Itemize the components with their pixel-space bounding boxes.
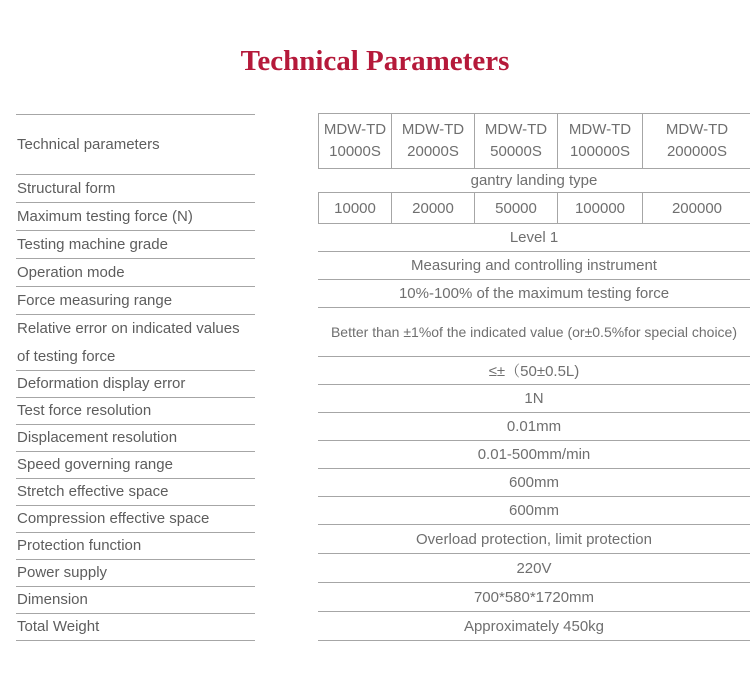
left-header-row <box>16 114 255 175</box>
value-deformation-display-error: ≤±（50±0.5L) <box>318 357 750 385</box>
page-title: Technical Parameters <box>240 45 510 77</box>
value-test-force-resolution: 1N <box>318 385 750 413</box>
label-total-weight: Total Weight <box>16 614 255 641</box>
label-structural-form: Structural form <box>16 175 255 203</box>
model-header-cell: MDW-TD 20000S <box>392 114 475 168</box>
value-max-testing-force-row <box>318 193 750 224</box>
values-table <box>318 113 750 641</box>
value-machine-grade: Level 1 <box>318 224 750 252</box>
label-stretch-effective-space: Stretch effective space <box>16 479 255 506</box>
value-structural-form: gantry landing type <box>318 169 750 193</box>
value-force-measuring-range: 10%-100% of the maximum testing force <box>318 280 750 308</box>
max-force-cell: 100000 <box>558 193 643 223</box>
max-force-cell: 10000 <box>319 193 392 223</box>
label-test-force-resolution: Test force resolution <box>16 398 255 425</box>
model-header-cell: MDW-TD 50000S <box>475 114 558 168</box>
value-protection-function: Overload protection, limit protection <box>318 525 750 554</box>
label-power-supply: Power supply <box>16 560 255 587</box>
label-compression-effective-space: Compression effective space <box>16 506 255 533</box>
label-force-measuring-range: Force measuring range <box>16 287 255 315</box>
value-relative-error: Better than ±1%of the indicated value (or±0.5%for special choice) <box>318 308 750 357</box>
value-dimension: 700*580*1720mm <box>318 583 750 612</box>
label-dimension: Dimension <box>16 587 255 614</box>
model-header-row <box>318 113 750 169</box>
value-compression-effective-space: 600mm <box>318 497 750 525</box>
left-header-label: Technical parameters <box>17 135 160 153</box>
max-force-cell: 50000 <box>475 193 558 223</box>
max-force-cell: 200000 <box>671 199 723 217</box>
model-header-cell: MDW-TD 200000S <box>665 121 729 160</box>
label-protection-function: Protection function <box>16 533 255 560</box>
value-speed-governing-range: 0.01-500mm/min <box>318 441 750 469</box>
value-power-supply: 220V <box>318 554 750 583</box>
label-speed-governing-range: Speed governing range <box>16 452 255 479</box>
value-stretch-effective-space: 600mm <box>318 469 750 497</box>
value-total-weight: Approximately 450kg <box>318 612 750 641</box>
max-force-cell: 20000 <box>392 193 475 223</box>
label-testing-machine-grade: Testing machine grade <box>16 231 255 259</box>
label-relative-error: Relative error on indicated values of testing force <box>16 315 255 371</box>
label-displacement-resolution: Displacement resolution <box>16 425 255 452</box>
value-displacement-resolution: 0.01mm <box>318 413 750 441</box>
label-maximum-testing-force: Maximum testing force (N) <box>16 203 255 231</box>
label-operation-mode: Operation mode <box>16 259 255 287</box>
parameter-name-column <box>16 114 255 641</box>
label-deformation-display-error: Deformation display error <box>16 371 255 398</box>
value-operation-mode: Measuring and controlling instrument <box>318 252 750 280</box>
model-header-cell: MDW-TD 100000S <box>558 114 643 168</box>
model-header-cell: MDW-TD 10000S <box>319 114 392 168</box>
